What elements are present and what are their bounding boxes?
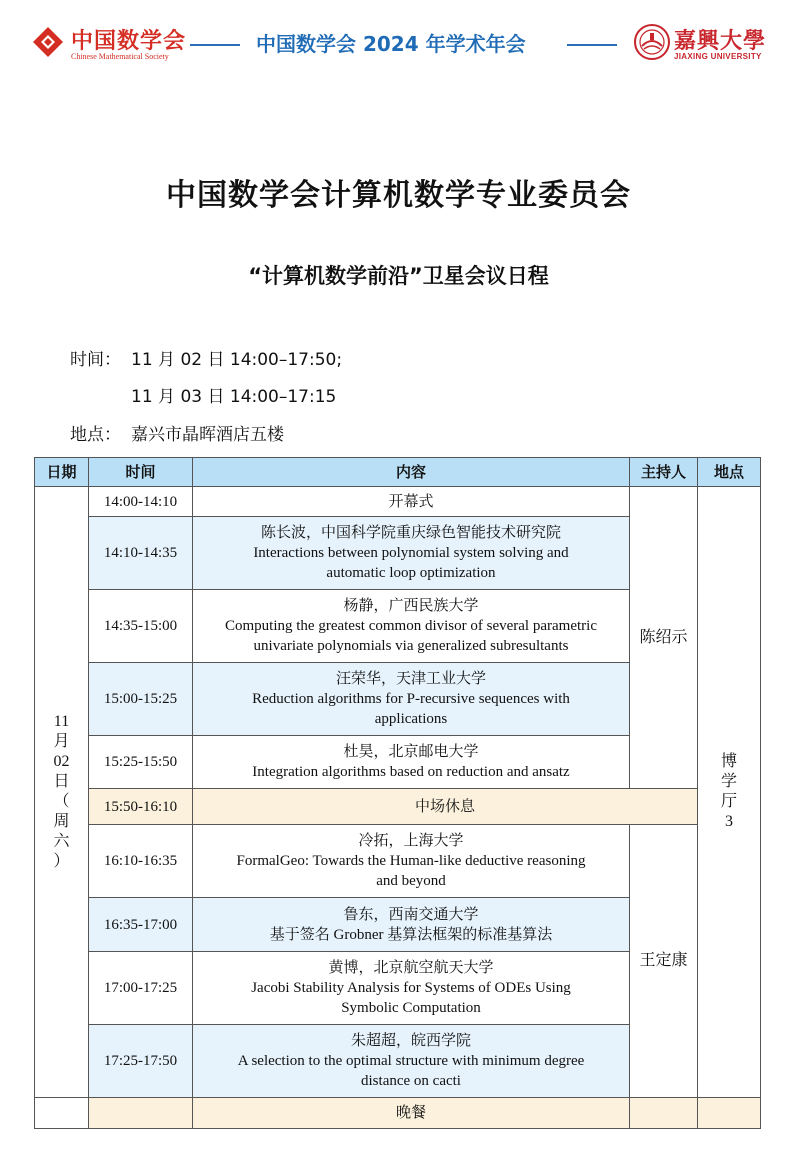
- header-host: 主持人: [630, 458, 698, 487]
- row-speaker: 杨静，广西民族大学: [343, 598, 479, 614]
- header-date: 日期: [35, 458, 89, 487]
- place-char: 博: [720, 753, 737, 770]
- cms-logo-cn: 中国数学会: [71, 28, 187, 54]
- date-char: 周: [53, 813, 70, 830]
- row-content: [193, 825, 630, 898]
- row-speaker: 陈长波，中国科学院重庆绿色智能技术研究院: [260, 525, 561, 541]
- place-cell-empty: [698, 1098, 761, 1129]
- row-time: 15:50-16:10: [89, 789, 193, 825]
- table-row-break: [35, 789, 761, 825]
- header-divider-right: [567, 44, 617, 46]
- row-talk-line: Jacobi Stability Analysis for Systems of ODEs Using: [251, 980, 571, 996]
- location-label: 地点：: [70, 425, 121, 445]
- header-content: 内容: [193, 458, 630, 487]
- date-char: 月: [53, 733, 70, 750]
- row-time: 15:25-15:50: [89, 736, 193, 789]
- row-talk-line: FormalGeo: Towards the Human-like deductive reasoning: [236, 853, 586, 869]
- location-value: 嘉兴市晶晖酒店五楼: [131, 425, 284, 445]
- schedule-table: [34, 457, 761, 1129]
- row-time: [89, 1098, 193, 1129]
- host-cell-empty: [630, 1098, 698, 1129]
- header-time: 时间: [89, 458, 193, 487]
- row-speaker: 中场休息: [414, 798, 475, 815]
- main-title: 中国数学会计算机数学专业委员会: [166, 178, 631, 213]
- row-content: [193, 487, 630, 517]
- row-talk-line: Computing the greatest common divisor of several parametric: [225, 618, 597, 634]
- row-speaker: 鲁东，西南交通大学: [343, 906, 479, 923]
- header-title: 中国数学会 2024 年学术年会: [256, 32, 526, 56]
- row-talk-line: univariate polynomials via generalized subresultants: [253, 638, 569, 654]
- cms-logo-en: Chinese Mathematical Society: [71, 52, 169, 61]
- row-time: 17:00-17:25: [89, 952, 193, 1025]
- host-cell-1: 陈绍示: [630, 487, 698, 789]
- row-talk-line: Symbolic Computation: [341, 1000, 481, 1016]
- place-cell: [698, 487, 761, 1098]
- sub-title: “计算机数学前沿”卫星会议日程: [248, 264, 549, 288]
- jiaxing-logo-cn: 嘉興大學: [674, 28, 767, 54]
- row-time: 15:00-15:25: [89, 663, 193, 736]
- date-cell-empty: [35, 1098, 89, 1129]
- date-char: 六: [53, 833, 70, 850]
- row-talk-line: automatic loop optimization: [326, 565, 496, 581]
- row-speaker: 开幕式: [388, 493, 434, 510]
- jiaxing-university-logo: [634, 22, 774, 64]
- row-time: 16:35-17:00: [89, 898, 193, 952]
- row-time: 17:25-17:50: [89, 1025, 193, 1098]
- date-char: ）: [53, 853, 70, 870]
- date-char: （: [53, 793, 70, 810]
- cms-diamond-icon: [33, 27, 63, 57]
- row-talk-line: applications: [374, 711, 448, 727]
- page-header: [0, 0, 797, 90]
- row-talk-line: Interactions between polynomial system solving and: [253, 545, 569, 561]
- row-talk-line: and beyond: [376, 873, 446, 889]
- row-talk-line: 基于签名 Grobner 基算法框架的标准基算法: [269, 926, 553, 943]
- header-divider-left: [190, 44, 240, 46]
- row-talk-line: distance on cacti: [361, 1073, 461, 1089]
- row-content: [193, 663, 630, 736]
- date-cell: [35, 487, 89, 1098]
- table-row-dinner: [35, 1098, 761, 1129]
- time-label: 时间：: [70, 350, 121, 370]
- jiaxing-logo-en: JIAXING UNIVERSITY: [674, 52, 762, 61]
- row-speaker: 黄博，北京航空航天大学: [328, 960, 494, 976]
- cms-logo: [33, 22, 187, 64]
- place-char: 厅: [720, 793, 737, 810]
- row-content: [193, 1098, 630, 1129]
- time-line-1: 11 月 02 日 14:00–17:50;: [131, 350, 343, 370]
- row-content: [193, 517, 630, 590]
- row-speaker: 朱超超，皖西学院: [350, 1033, 471, 1049]
- time-line-2: 11 月 03 日 14:00–17:15: [131, 387, 337, 407]
- row-content: [193, 736, 630, 789]
- row-talk-line: A selection to the optimal structure with minimum degree: [237, 1053, 585, 1069]
- row-talk-line: Integration algorithms based on reduction and ansatz: [252, 764, 570, 780]
- place-char: 3: [725, 813, 733, 830]
- row-content: [193, 789, 698, 825]
- table-header-row: [35, 458, 761, 487]
- place-char: 学: [720, 773, 737, 790]
- row-speaker: 晚餐: [395, 1105, 426, 1121]
- host-cell-2: 王定康: [630, 825, 698, 1098]
- row-time: 14:00-14:10: [89, 487, 193, 517]
- university-seal-icon: [634, 24, 670, 60]
- row-speaker: 冷拓，上海大学: [358, 833, 464, 849]
- row-time: 14:10-14:35: [89, 517, 193, 590]
- row-content: [193, 1025, 630, 1098]
- date-char: 日: [53, 773, 70, 790]
- row-speaker: 杜昊，北京邮电大学: [343, 744, 479, 760]
- row-time: 14:35-15:00: [89, 590, 193, 663]
- table-row: [35, 825, 761, 898]
- date-char: 02: [53, 753, 70, 770]
- table-row: [35, 487, 761, 517]
- row-talk-line: Reduction algorithms for P-recursive sequences with: [252, 691, 570, 707]
- row-content: [193, 590, 630, 663]
- row-content: [193, 952, 630, 1025]
- date-char: 11: [53, 713, 70, 730]
- row-time: 16:10-16:35: [89, 825, 193, 898]
- row-content: [193, 898, 630, 952]
- header-place: 地点: [698, 458, 761, 487]
- row-speaker: 汪荣华，天津工业大学: [335, 671, 486, 687]
